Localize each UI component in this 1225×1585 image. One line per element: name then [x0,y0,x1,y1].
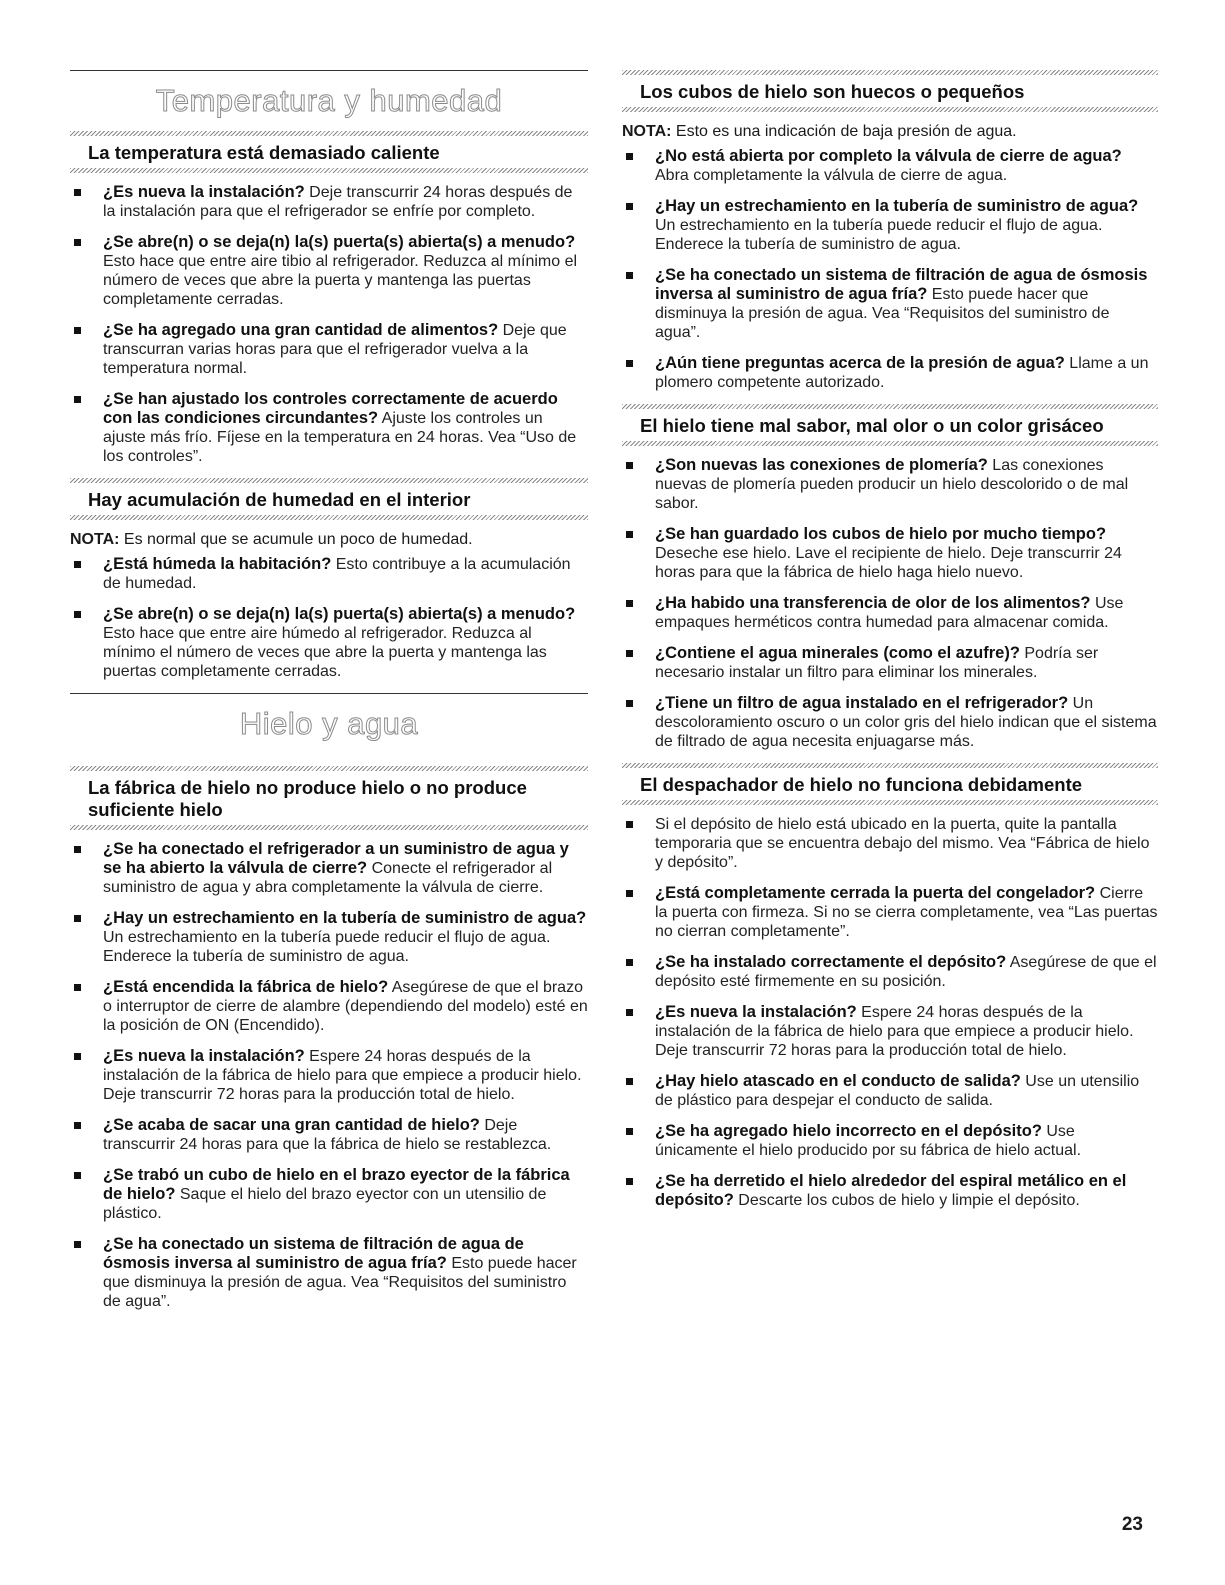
checklist-item [622,1072,1158,1110]
question-text: ¿Se ha instalado correctamente el depósito? [655,953,1007,971]
answer-text: Deje que transcurran varias horas para que el refrigerador vuelva a la temperatura normal. [103,322,567,377]
note: NOTA: Esto es una indicación de baja presión de agua. [622,123,1017,140]
subsection-heading: El hielo tiene mal sabor, mal olor o un color grisáceo [640,415,1104,436]
answer-text: Deseche ese hielo. Lave el recipiente de hielo. Deje transcurrir 24 horas para que la fábrica de hielo haga hielo nuevo. [655,545,1122,581]
answer-text: Conecte el refrigerador al suministro de agua y abra completamente la válvula de cierre. [103,860,553,896]
question-text: ¿Se ha agregado una gran cantidad de alimentos? [103,321,499,339]
question-text: ¿Son nuevas las conexiones de plomería? [655,456,988,474]
subsection-hollow-cubes [622,70,1158,392]
checklist [70,555,588,681]
question-text: ¿Está encendida la fábrica de hielo? [103,978,389,996]
answer-text: Descarte los cubos de hielo y limpie el depósito. [733,1192,1080,1209]
question-text: ¿Ha habido una transferencia de olor de los alimentos? [655,594,1091,612]
checklist-item [622,694,1158,751]
answer-text: Si el depósito de hielo está ubicado en la puerta, quite la pantalla temporaria que se encuentra debajo del mismo. Vea “Fábrica de hielo y depósito”. [655,816,1150,871]
subsection-heading: Los cubos de hielo son huecos o pequeños [640,81,1025,102]
checklist-item [70,605,588,681]
checklist-item [622,644,1158,682]
subsection-no-ice [70,766,588,1311]
subsection-dispenser [622,763,1158,1210]
checklist-item [70,909,588,966]
left-column [70,70,588,1323]
answer-text: Esto contribuye a la acumulación de humedad. [103,556,571,592]
answer-text: Las conexiones nuevas de plomería pueden producir un hielo descolorido o de mal sabor. [655,457,1129,512]
answer-text: Ajuste los controles un ajuste más frío. Fíjese en la temperatura en 24 horas. Vea “Uso de los controles”. [103,410,577,465]
answer-text: Llame a un plomero competente autorizado. [655,355,1149,391]
checklist [622,456,1158,751]
answer-text: Espere 24 horas después de la instalación de la fábrica de hielo para que empiece a producir hielo. Deje transcurrir 72 horas para la producción total de hielo. [103,1048,582,1103]
question-text: ¿Se ha derretido el hielo alrededor del espiral metálico en el depósito? [655,1172,1127,1209]
checklist [622,815,1158,1210]
question-text: ¿Hay hielo atascado en el conducto de salida? [655,1072,1021,1090]
checklist [622,147,1158,392]
question-text: ¿Es nueva la instalación? [103,1047,305,1065]
checklist-item [622,197,1158,254]
question-text: ¿No está abierta por completo la válvula de cierre de agua? [655,147,1122,165]
checklist [70,183,588,466]
checklist-item [70,840,588,897]
checklist-item [70,1116,588,1154]
answer-text: Deje transcurrir 24 horas para que la fábrica de hielo se restablezca. [103,1117,552,1153]
question-text: ¿Se ha conectado un sistema de filtración de agua de ósmosis inversa al suministro de agua fría? [103,1235,524,1272]
subsection-heading: Hay acumulación de humedad en el interior [88,489,471,510]
question-text: ¿Contiene el agua minerales (como el azufre)? [655,644,1020,662]
question-text: ¿Se abre(n) o se deja(n) la(s) puerta(s) abierta(s) a menudo? [103,233,576,251]
answer-text: Abra completamente la válvula de cierre de agua. [655,167,1008,184]
question-text: ¿Se ha conectado un sistema de filtración de agua de ósmosis inversa al suministro de agua fría? [655,266,1148,303]
answer-text: Asegúrese de que el brazo o interruptor de cierre de alambre (dependiendo del modelo) esté en la posición de ON (Encendido). [103,979,588,1034]
checklist-item [622,1003,1158,1060]
subsection-heading: La fábrica de hielo no produce hielo o no produce suficiente hielo [88,777,527,820]
question-text: ¿Se acaba de sacar una gran cantidad de hielo? [103,1116,480,1134]
answer-text: Use únicamente el hielo producido por su fábrica de hielo actual. [655,1123,1082,1159]
checklist-item [622,1172,1158,1210]
subsection-heading: La temperatura está demasiado caliente [88,142,440,163]
answer-text: Deje transcurrir 24 horas después de la instalación para que el refrigerador se enfríe por completo. [103,184,573,220]
answer-text: Espere 24 horas después de la instalación de la fábrica de hielo para que empiece a producir hielo. Deje transcurrir 72 horas para la producción total de hielo. [655,1004,1134,1059]
section-title-ice-water: Hielo y agua [70,693,588,744]
section-title-temperature: Temperatura y humedad [70,70,588,121]
page-number: 23 [1121,1514,1143,1535]
checklist-item [622,1122,1158,1160]
answer-text: Esto hace que entre aire tibio al refrigerador. Reduzca al mínimo el número de veces que abre la puerta y mantenga las puertas completamente cerradas. [103,253,578,308]
checklist-item [70,978,588,1035]
answer-text: Saque el hielo del brazo eyector con un utensilio de plástico. [103,1186,547,1222]
question-text: ¿Está completamente cerrada la puerta del congelador? [655,884,1096,902]
checklist-item [70,1235,588,1311]
checklist-item [70,321,588,378]
question-text: ¿Hay un estrechamiento en la tubería de suministro de agua? [655,197,1139,215]
right-column [622,70,1158,1222]
question-text: ¿Se ha conectado el refrigerador a un suministro de agua y se ha abierto la válvula de cierre? [103,840,569,877]
checklist-item [70,183,588,221]
question-text: ¿Se ha agregado hielo incorrecto en el depósito? [655,1122,1042,1140]
answer-text: Un estrechamiento en la tubería puede reducir el flujo de agua. Enderece la tubería de suministro de agua. [655,217,1103,253]
answer-text: Un descoloramiento oscuro o un color gris del hielo indican que el sistema de filtrado de agua necesita enjuagarse más. [655,695,1157,750]
checklist-item [622,953,1158,991]
subsection-heading: El despachador de hielo no funciona debidamente [640,774,1083,795]
question-text: ¿Se abre(n) o se deja(n) la(s) puerta(s) abierta(s) a menudo? [103,605,576,623]
answer-text: Esto hace que entre aire húmedo al refrigerador. Reduzca al mínimo el número de veces que abre la puerta y mantenga las puertas completamente cerradas. [103,625,547,680]
subsection-bad-taste [622,404,1158,751]
answer-text: Un estrechamiento en la tubería puede reducir el flujo de agua. Enderece la tubería de suministro de agua. [103,929,551,965]
checklist-item [70,555,588,593]
answer-text: Use un utensilio de plástico para despejar el conducto de salida. [655,1073,1140,1109]
checklist-item [622,266,1158,342]
checklist-item [70,1047,588,1104]
answer-text: Esto puede hacer que disminuya la presión de agua. Vea “Requisitos del suministro de agua”. [655,286,1110,341]
checklist-item [622,147,1158,185]
subsection-moisture [70,478,588,681]
question-text: ¿Tiene un filtro de agua instalado en el refrigerador? [655,694,1069,712]
checklist-item [622,525,1158,582]
checklist-item [622,815,1158,872]
checklist-item [622,594,1158,632]
subsection-too-warm [70,131,588,466]
answer-text: Use empaques herméticos contra humedad para almacenar comida. [655,595,1124,631]
checklist-item [622,354,1158,392]
note: NOTA: Es normal que se acumule un poco de humedad. [70,531,473,548]
answer-text: Asegúrese de que el depósito esté firmemente en su posición. [655,954,1157,990]
question-text: ¿Se trabó un cubo de hielo en el brazo eyector de la fábrica de hielo? [103,1166,570,1203]
question-text: ¿Es nueva la instalación? [655,1003,857,1021]
question-text: ¿Es nueva la instalación? [103,183,305,201]
checklist-item [622,884,1158,941]
checklist-item [70,233,588,309]
question-text: ¿Se han ajustado los controles correctamente de acuerdo con las condiciones circundantes? [103,390,558,427]
answer-text: Esto puede hacer que disminuya la presión de agua. Vea “Requisitos del suministro de agua”. [103,1255,577,1310]
answer-text: Cierre la puerta con firmeza. Si no se cierra completamente, vea “Las puertas no cierran completamente”. [655,885,1158,940]
checklist-item [70,390,588,466]
question-text: ¿Aún tiene preguntas acerca de la presión de agua? [655,354,1065,372]
question-text: ¿Está húmeda la habitación? [103,555,332,573]
question-text: ¿Se han guardado los cubos de hielo por mucho tiempo? [655,525,1107,543]
question-text: ¿Hay un estrechamiento en la tubería de suministro de agua? [103,909,587,927]
checklist-item [70,1166,588,1223]
answer-text: Podría ser necesario instalar un filtro para eliminar los minerales. [655,645,1099,681]
checklist-item [622,456,1158,513]
checklist [70,840,588,1311]
